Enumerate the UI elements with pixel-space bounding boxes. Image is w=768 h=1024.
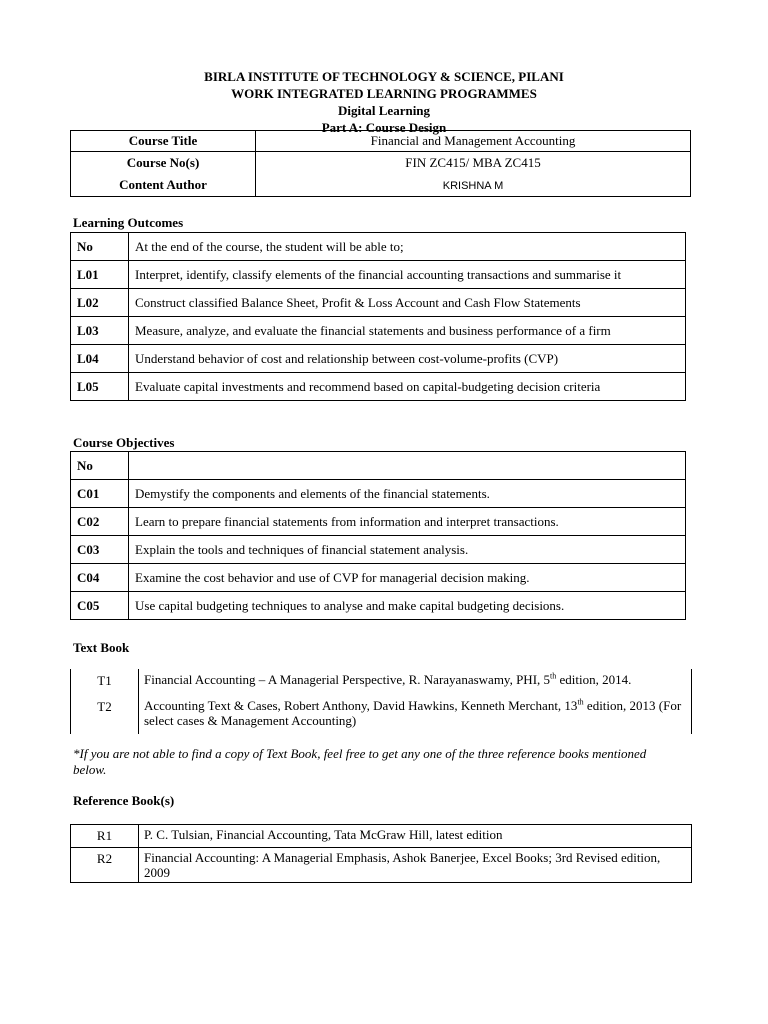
table-row: [71, 592, 686, 620]
reference-book-id: R2: [71, 848, 139, 883]
outcome-text: Construct classified Balance Sheet, Profit & Loss Account and Cash Flow Statements: [129, 289, 686, 317]
objective-code: C05: [71, 592, 129, 620]
learning-outcomes-heading: Learning Outcomes: [73, 215, 184, 230]
objective-code: C03: [71, 536, 129, 564]
table-row: [71, 152, 691, 175]
outcome-text: Evaluate capital investments and recommend based on capital-budgeting decision criteria: [129, 373, 686, 401]
table-row: [71, 480, 686, 508]
table-row: [71, 564, 686, 592]
edition-superscript: th: [550, 671, 557, 681]
table-row: [71, 261, 686, 289]
objective-text: Demystify the components and elements of the financial statements.: [129, 480, 686, 508]
text-book-heading: Text Book: [73, 640, 130, 655]
table-header-row: [71, 452, 686, 480]
objective-text: Learn to prepare financial statements from information and interpret transactions.: [129, 508, 686, 536]
reference-book-id: R1: [71, 825, 139, 848]
course-design-table: [70, 130, 691, 197]
program-mode: Digital Learning: [337, 103, 431, 118]
table-row: [71, 508, 686, 536]
table-row: [71, 317, 686, 345]
course-objectives-table: [70, 451, 686, 620]
objective-code: C04: [71, 564, 129, 592]
program-name: WORK INTEGRATED LEARNING PROGRAMMES: [231, 86, 537, 101]
course-title-label: Course Title: [71, 131, 256, 152]
reference-books-heading: Reference Book(s): [73, 793, 175, 808]
objective-text: Use capital budgeting techniques to analyse and make capital budgeting decisions.: [129, 592, 686, 620]
part-title: Part A: Course Design: [321, 120, 447, 135]
outcomes-header-text: At the end of the course, the student will be able to;: [129, 233, 686, 261]
table-row: [71, 373, 686, 401]
content-author-value: KRISHNA M: [442, 180, 504, 192]
table-row: [71, 536, 686, 564]
course-objectives-heading: Course Objectives: [73, 435, 175, 450]
table-row: [71, 289, 686, 317]
objective-code: C02: [71, 508, 129, 536]
course-number-label: Course No(s): [71, 152, 256, 175]
course-number-value: FIN ZC415/ MBA ZC415: [256, 152, 691, 175]
text-book-edition: edition, 2014.: [556, 672, 632, 687]
content-author-cell: [256, 174, 691, 197]
table-row: [71, 848, 692, 883]
reference-books-table: [70, 824, 692, 883]
text-book-entry: [139, 695, 692, 734]
text-book-note: *If you are not able to find a copy of Text Book, feel free to get any one of the three reference books mentioned below.: [73, 746, 647, 777]
objective-text: Examine the cost behavior and use of CVP for managerial decision making.: [129, 564, 686, 592]
outcome-text: Measure, analyze, and evaluate the financial statements and business performance of a firm: [129, 317, 686, 345]
edition-superscript: th: [577, 697, 584, 707]
text-book-entry: [139, 669, 692, 695]
institute-name: BIRLA INSTITUTE OF TECHNOLOGY & SCIENCE, PILANI: [204, 69, 564, 84]
outcomes-header-code: No: [71, 233, 129, 261]
outcome-code: L05: [71, 373, 129, 401]
document-header: [0, 68, 768, 136]
table-row: [71, 131, 691, 152]
text-book-id: T1: [71, 669, 139, 695]
outcome-code: L03: [71, 317, 129, 345]
reference-book-entry: Financial Accounting: A Managerial Emphasis, Ashok Banerjee, Excel Books; 3rd Revised edition, 2009: [139, 848, 692, 883]
outcome-text: Understand behavior of cost and relationship between cost-volume-profits (CVP): [129, 345, 686, 373]
outcome-text: Interpret, identify, classify elements of the financial accounting transactions and summarise it: [129, 261, 686, 289]
table-row: [71, 174, 691, 197]
outcome-code: L02: [71, 289, 129, 317]
learning-outcomes-table: [70, 232, 686, 401]
reference-book-entry: P. C. Tulsian, Financial Accounting, Tata McGraw Hill, latest edition: [139, 825, 692, 848]
text-book-title: Accounting Text & Cases, Robert Anthony, David Hawkins, Kenneth Merchant, 13: [144, 698, 578, 713]
objectives-header-text: [129, 452, 686, 480]
table-header-row: [71, 233, 686, 261]
text-book-edition: edition, 2013 (For select cases & Management Accounting): [144, 698, 682, 728]
table-row: [71, 825, 692, 848]
content-author-label: Content Author: [71, 174, 256, 197]
text-book-table: [70, 669, 692, 734]
outcome-code: L04: [71, 345, 129, 373]
objective-text: Explain the tools and techniques of financial statement analysis.: [129, 536, 686, 564]
objectives-header-code: No: [71, 452, 129, 480]
text-book-id: T2: [71, 695, 139, 734]
course-title-value: Financial and Management Accounting: [256, 131, 691, 152]
outcome-code: L01: [71, 261, 129, 289]
objective-code: C01: [71, 480, 129, 508]
text-book-title: Financial Accounting – A Managerial Perspective, R. Narayanaswamy, PHI, 5: [144, 672, 551, 687]
table-row: [71, 345, 686, 373]
table-row: [71, 695, 692, 734]
table-row: [71, 669, 692, 695]
